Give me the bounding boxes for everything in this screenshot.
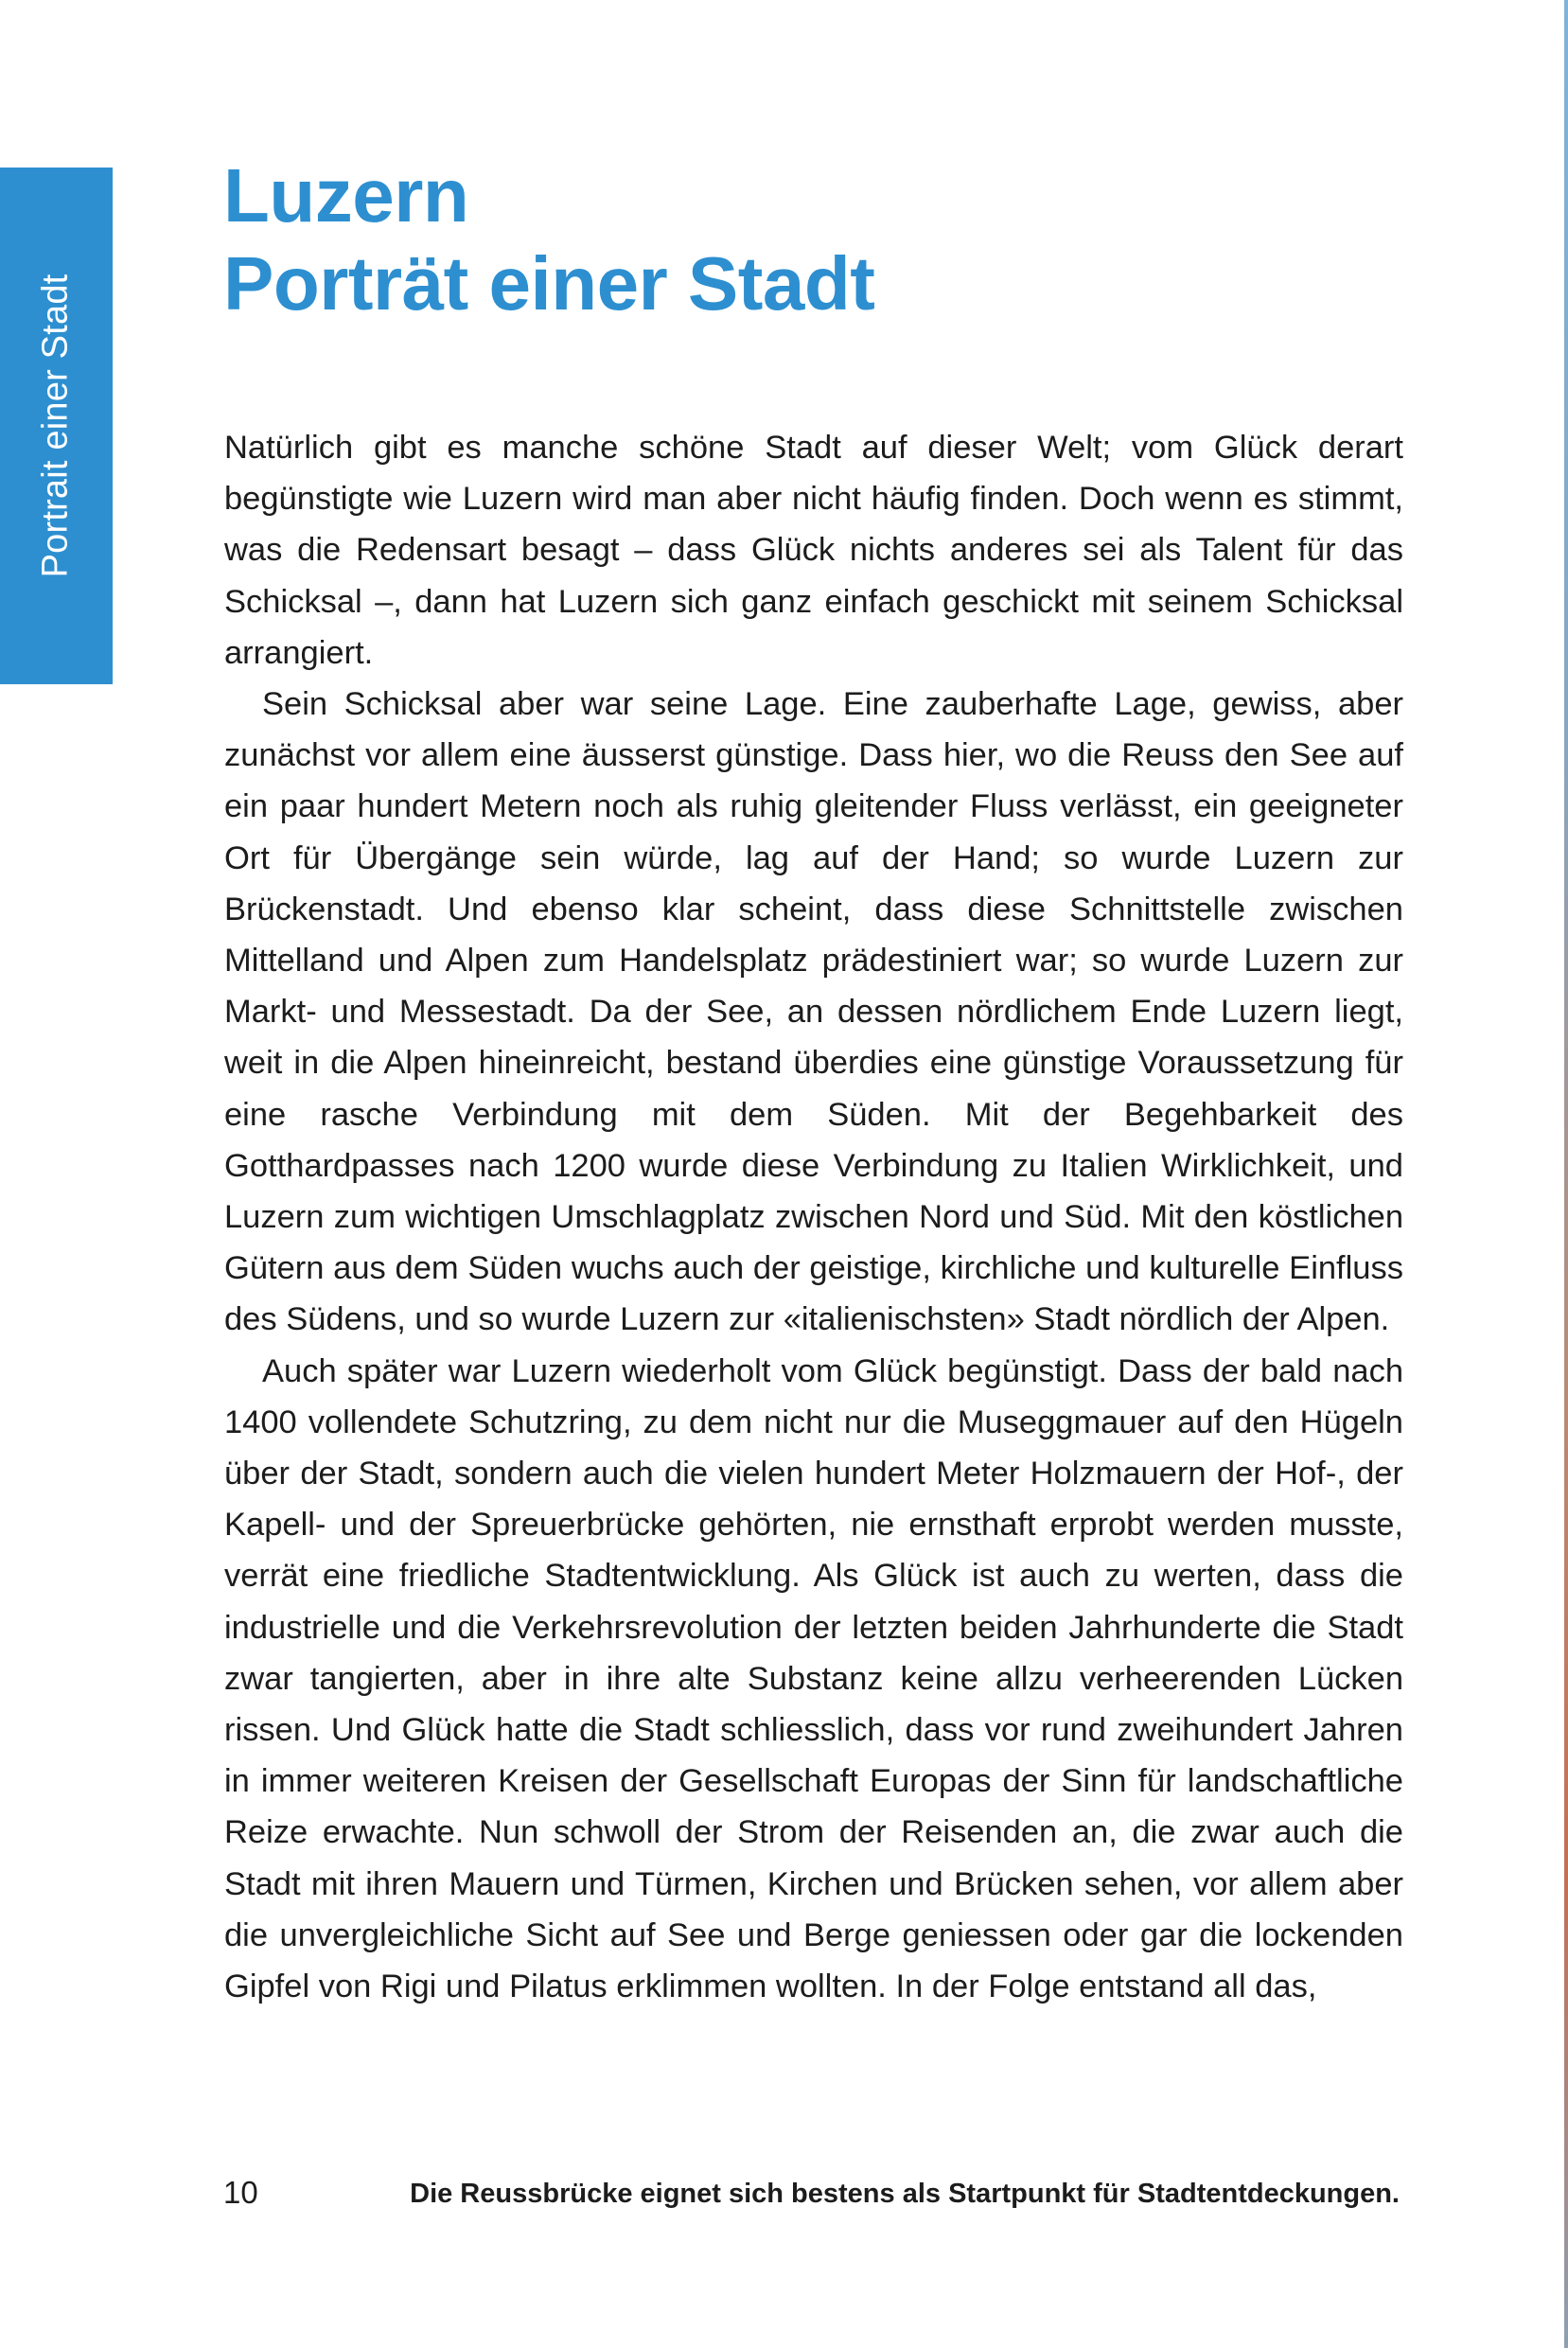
paragraph: Auch später war Luzern wiederholt vom Glück begünstigt. Dass der bald nach 1400 vollendete Schutzring, zu dem nicht nur die Museggmauer auf den Hügeln über der Stadt, sondern auch die vielen hundert Meter Holzmauern der Hof-, der Kapell- und der Spreuerbrücke gehörten, nie ernsthaft erprobt werden musste, verrät eine friedliche Stadtentwicklung. Als Glück ist auch zu werten, dass die industrielle und die Verkehrsrevolution der letzten beiden Jahrhunderte die Stadt zwar tangierten, aber in ihre alte Substanz keine allzu verheerenden Lücken rissen. Und Glück hatte die Stadt schliesslich, dass vor rund zweihundert Jahren in immer weiteren Kreisen der Gesellschaft Europas der Sinn für landschaftliche Reize erwachte. Nun schwoll der Strom der Reisenden an, die zwar auch die Stadt mit ihren Mauern und Türmen, Kirchen und Brücken sehen, vor allem aber die unvergleichliche Sicht auf See und Berge geniessen oder gar die lockenden Gipfel von Rigi und Pilatus erklimmen wollten. In der Folge entstand all das, — [224, 1352, 1403, 2005]
paragraph: Sein Schicksal aber war seine Lage. Eine zauberhafte Lage, gewiss, aber zunächst vor allem eine äusserst günstige. Dass hier, wo die Reuss den See auf ein paar hundert Metern noch als ruhig gleitender Fluss verlässt, ein geeigneter Ort für Übergänge sein würde, lag auf der Hand; so wurde Luzern zur Brückenstadt. Und ebenso klar scheint, dass diese Schnittstelle zwischen Mittelland und Alpen zum Handelsplatz prädestiniert war; so wurde Luzern zur Markt- und Messestadt. Da der See, an dessen nördlichem Ende Luzern liegt, weit in die Alpen hineinreicht, bestand überdies eine günstige Voraussetzung für eine rasche Verbindung mit dem Süden. Mit der Begehbarkeit des Gotthardpasses nach 1200 wurde diese Verbindung zu Italien Wirklichkeit, und Luzern zum wichtigen Umschlagplatz zwischen Nord und Süd. Mit den köstlichen Gütern aus dem Süden wuchs auch der geistige, kirchliche und kulturelle Einfluss des Südens, und so wurde Luzern zur «italienischsten» Stadt nördlich der Alpen. — [224, 686, 1403, 1338]
paragraph: Natürlich gibt es manche schöne Stadt auf dieser Welt; vom Glück derart begünstigte wie Luzern wird man aber nicht häufig finden. Doch wenn es stimmt, was die Redensart besagt – dass Glück nichts anderes sei als Talent für das Schicksal –, dann hat Luzern sich ganz einfach geschickt mit seinem Schicksal arrangiert. — [224, 430, 1403, 671]
chapter-tab-label: Portrait einer Stadt — [35, 274, 76, 578]
title-line-1: Luzern — [223, 153, 469, 238]
body-text — [224, 422, 1403, 2012]
photo-caption: Die Reussbrücke eignet sich bestens als Startpunkt für Stadtentdeckungen. — [410, 2179, 1400, 2209]
page-title — [223, 151, 874, 327]
adjacent-page-photo-edge — [1564, 0, 1568, 2348]
chapter-side-tab — [0, 168, 113, 684]
page-number: 10 — [223, 2175, 258, 2210]
title-line-2: Porträt einer Stadt — [223, 241, 875, 326]
